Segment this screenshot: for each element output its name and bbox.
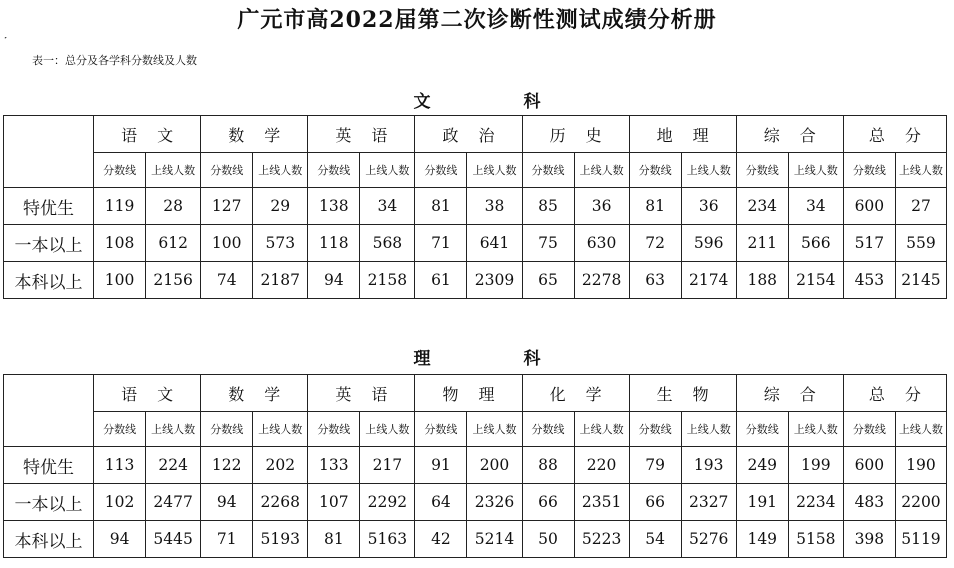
subject-header: 物理	[415, 375, 522, 412]
pass-count-cell: 2351	[574, 484, 629, 521]
pass-count-cell: 566	[788, 225, 843, 262]
like-score-table	[3, 374, 947, 558]
score-line-header: 分数线	[522, 412, 574, 447]
score-line-cell: 127	[201, 188, 253, 225]
score-line-cell: 108	[94, 225, 146, 262]
pass-count-cell: 36	[681, 188, 736, 225]
score-line-cell: 91	[415, 447, 467, 484]
subject-header: 语文	[94, 375, 201, 412]
score-line-header: 分数线	[201, 153, 253, 188]
subject-header: 历史	[522, 116, 629, 153]
row-label: 特优生	[4, 188, 94, 225]
score-line-cell: 600	[843, 188, 895, 225]
pass-count-header: 上线人数	[360, 153, 415, 188]
pass-count-cell: 199	[788, 447, 843, 484]
score-line-cell: 483	[843, 484, 895, 521]
score-line-cell: 75	[522, 225, 574, 262]
score-line-header: 分数线	[415, 412, 467, 447]
score-line-cell: 249	[736, 447, 788, 484]
pass-count-cell: 202	[253, 447, 308, 484]
row-label: 一本以上	[4, 484, 94, 521]
row-label: 特优生	[4, 447, 94, 484]
subject-header: 地理	[629, 116, 736, 153]
pass-count-cell: 2145	[895, 262, 946, 299]
wenke-section-title: 文 科	[413, 92, 579, 112]
table-row	[4, 521, 947, 558]
subject-header: 数学	[201, 116, 308, 153]
score-line-header: 分数线	[94, 153, 146, 188]
score-line-cell: 63	[629, 262, 681, 299]
pass-count-cell: 5445	[146, 521, 201, 558]
pass-count-cell: 28	[146, 188, 201, 225]
pass-count-cell: 5276	[681, 521, 736, 558]
score-line-header: 分数线	[843, 412, 895, 447]
subject-header: 综合	[736, 116, 843, 153]
pass-count-header: 上线人数	[467, 412, 522, 447]
score-line-header: 分数线	[415, 153, 467, 188]
pass-count-cell: 568	[360, 225, 415, 262]
pass-count-cell: 200	[467, 447, 522, 484]
subject-header: 数学	[201, 375, 308, 412]
pass-count-cell: 2477	[146, 484, 201, 521]
pass-count-cell: 2154	[788, 262, 843, 299]
pass-count-cell: 34	[788, 188, 843, 225]
pass-count-header: 上线人数	[146, 412, 201, 447]
score-line-cell: 188	[736, 262, 788, 299]
pass-count-header: 上线人数	[253, 412, 308, 447]
score-line-cell: 71	[415, 225, 467, 262]
score-line-header: 分数线	[736, 412, 788, 447]
pass-count-cell: 2268	[253, 484, 308, 521]
table-row	[4, 484, 947, 521]
pass-count-header: 上线人数	[574, 412, 629, 447]
pass-count-cell: 2292	[360, 484, 415, 521]
score-line-cell: 600	[843, 447, 895, 484]
pass-count-cell: 5214	[467, 521, 522, 558]
score-line-cell: 81	[308, 521, 360, 558]
score-line-header: 分数线	[629, 153, 681, 188]
pass-count-header: 上线人数	[788, 153, 843, 188]
pass-count-cell: 2187	[253, 262, 308, 299]
score-line-header: 分数线	[843, 153, 895, 188]
score-line-cell: 74	[201, 262, 253, 299]
subject-header: 化学	[522, 375, 629, 412]
score-line-cell: 113	[94, 447, 146, 484]
pass-count-cell: 224	[146, 447, 201, 484]
score-line-cell: 133	[308, 447, 360, 484]
score-line-header: 分数线	[201, 412, 253, 447]
pass-count-cell: 5163	[360, 521, 415, 558]
pass-count-cell: 612	[146, 225, 201, 262]
score-line-cell: 81	[415, 188, 467, 225]
score-line-cell: 149	[736, 521, 788, 558]
pass-count-cell: 2327	[681, 484, 736, 521]
score-line-cell: 79	[629, 447, 681, 484]
score-line-header: 分数线	[522, 153, 574, 188]
score-line-cell: 118	[308, 225, 360, 262]
pass-count-cell: 5223	[574, 521, 629, 558]
pass-count-header: 上线人数	[146, 153, 201, 188]
pass-count-cell: 2156	[146, 262, 201, 299]
score-line-cell: 65	[522, 262, 574, 299]
subject-header: 英语	[308, 116, 415, 153]
table-caption: 表一：总分及各学科分数线及人数	[32, 54, 197, 67]
score-line-cell: 81	[629, 188, 681, 225]
score-line-cell: 85	[522, 188, 574, 225]
pass-count-header: 上线人数	[895, 153, 946, 188]
pass-count-cell: 2309	[467, 262, 522, 299]
pass-count-cell: 29	[253, 188, 308, 225]
score-line-cell: 61	[415, 262, 467, 299]
pass-count-cell: 2158	[360, 262, 415, 299]
score-line-cell: 102	[94, 484, 146, 521]
score-line-cell: 119	[94, 188, 146, 225]
pass-count-cell: 36	[574, 188, 629, 225]
pass-count-header: 上线人数	[788, 412, 843, 447]
header-corner-cell	[4, 375, 94, 447]
pass-count-header: 上线人数	[574, 153, 629, 188]
pass-count-cell: 217	[360, 447, 415, 484]
score-line-cell: 138	[308, 188, 360, 225]
pass-count-header: 上线人数	[681, 153, 736, 188]
pass-count-cell: 190	[895, 447, 946, 484]
pass-count-cell: 34	[360, 188, 415, 225]
score-line-cell: 88	[522, 447, 574, 484]
score-line-cell: 517	[843, 225, 895, 262]
subject-header: 语文	[94, 116, 201, 153]
pass-count-cell: 573	[253, 225, 308, 262]
pass-count-header: 上线人数	[253, 153, 308, 188]
score-line-cell: 64	[415, 484, 467, 521]
pass-count-cell: 559	[895, 225, 946, 262]
score-line-cell: 66	[522, 484, 574, 521]
subject-header: 总分	[843, 116, 946, 153]
subject-header: 英语	[308, 375, 415, 412]
pass-count-cell: 27	[895, 188, 946, 225]
table-row	[4, 188, 947, 225]
table-row	[4, 447, 947, 484]
pass-count-cell: 596	[681, 225, 736, 262]
pass-count-cell: 2234	[788, 484, 843, 521]
score-line-header: 分数线	[629, 412, 681, 447]
subject-header: 综合	[736, 375, 843, 412]
header-corner-cell	[4, 116, 94, 188]
pass-count-cell: 2326	[467, 484, 522, 521]
score-line-cell: 107	[308, 484, 360, 521]
row-label: 本科以上	[4, 521, 94, 558]
pass-count-cell: 2174	[681, 262, 736, 299]
score-line-cell: 398	[843, 521, 895, 558]
score-line-cell: 71	[201, 521, 253, 558]
score-line-cell: 453	[843, 262, 895, 299]
corner-mark: ˹	[4, 36, 8, 47]
pass-count-cell: 193	[681, 447, 736, 484]
pass-count-cell: 38	[467, 188, 522, 225]
score-line-cell: 66	[629, 484, 681, 521]
score-line-cell: 100	[94, 262, 146, 299]
score-line-cell: 100	[201, 225, 253, 262]
subject-header: 生物	[629, 375, 736, 412]
score-line-header: 分数线	[736, 153, 788, 188]
subject-header: 政治	[415, 116, 522, 153]
score-line-header: 分数线	[308, 412, 360, 447]
score-line-cell: 72	[629, 225, 681, 262]
score-line-cell: 50	[522, 521, 574, 558]
wenke-score-table	[3, 115, 947, 299]
pass-count-cell: 220	[574, 447, 629, 484]
pass-count-header: 上线人数	[895, 412, 946, 447]
pass-count-cell: 5119	[895, 521, 946, 558]
score-line-cell: 94	[201, 484, 253, 521]
pass-count-cell: 5193	[253, 521, 308, 558]
score-line-cell: 94	[308, 262, 360, 299]
score-line-cell: 42	[415, 521, 467, 558]
pass-count-cell: 5158	[788, 521, 843, 558]
score-line-cell: 234	[736, 188, 788, 225]
row-label: 一本以上	[4, 225, 94, 262]
score-line-cell: 122	[201, 447, 253, 484]
pass-count-cell: 2278	[574, 262, 629, 299]
pass-count-cell: 630	[574, 225, 629, 262]
score-line-header: 分数线	[308, 153, 360, 188]
row-label: 本科以上	[4, 262, 94, 299]
score-line-header: 分数线	[94, 412, 146, 447]
score-line-cell: 94	[94, 521, 146, 558]
table-row	[4, 262, 947, 299]
pass-count-header: 上线人数	[360, 412, 415, 447]
pass-count-header: 上线人数	[467, 153, 522, 188]
score-line-cell: 191	[736, 484, 788, 521]
table-row	[4, 225, 947, 262]
pass-count-cell: 2200	[895, 484, 946, 521]
page-title: 广元市高2022届第二次诊断性测试成绩分析册	[237, 7, 717, 33]
pass-count-cell: 641	[467, 225, 522, 262]
score-line-cell: 211	[736, 225, 788, 262]
like-section-title: 理 科	[413, 349, 579, 369]
pass-count-header: 上线人数	[681, 412, 736, 447]
score-line-cell: 54	[629, 521, 681, 558]
subject-header: 总分	[843, 375, 946, 412]
